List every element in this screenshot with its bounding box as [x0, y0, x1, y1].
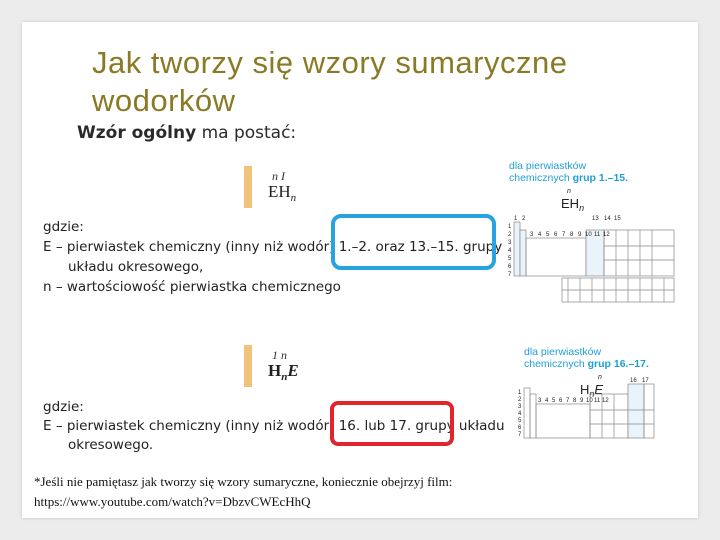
annotation-1-line2-bold: grup 1.–15. — [572, 172, 629, 184]
formula-bar — [244, 166, 252, 208]
annotation-2-line2-bold: grup 16.–17. — [587, 358, 649, 370]
t1-top-1: 1 — [514, 216, 518, 222]
t2-mid-12: 12 — [602, 398, 609, 404]
block2-gdzie: gdzie: — [43, 399, 84, 415]
t1-row-2: 2 — [508, 232, 512, 238]
t1-mid-12: 12 — [603, 232, 610, 238]
t1-top-14: 14 — [604, 216, 611, 222]
formula-bar-2 — [244, 345, 252, 387]
t2-top-17: 17 — [642, 378, 649, 384]
formula-eh-n — [244, 166, 304, 208]
block1-gdzie: gdzie: — [43, 219, 84, 235]
t1-row-4: 4 — [508, 248, 512, 254]
periodic-table-2 — [518, 374, 678, 442]
t2-mid-4: 4 — [545, 398, 549, 404]
t1-row-1: 1 — [508, 224, 512, 230]
general-formula-heading — [77, 123, 296, 143]
t2-row-7: 7 — [518, 432, 522, 438]
t2-row-6: 6 — [518, 425, 522, 431]
periodic-table-1 — [508, 212, 680, 304]
annotation-2-line2-prefix: chemicznych — [524, 358, 588, 370]
t1-row-5: 5 — [508, 256, 512, 262]
annotation-2-line1: dla pierwiastków — [524, 346, 602, 358]
formula-text — [268, 182, 296, 204]
annotation-1-formula-sub: n — [579, 203, 585, 213]
t2-top-16: 16 — [630, 378, 637, 384]
t1-row-3: 3 — [508, 240, 512, 246]
red-highlight-box — [330, 401, 454, 446]
block1-line1: E – pierwiastek chemiczny (inny niż wodór) 1.–2. oraz 13.–15. grupy — [43, 239, 503, 255]
t2-mid-8: 8 — [573, 398, 577, 404]
blue-highlight-box — [331, 214, 496, 270]
block2-line2: okresowego. — [68, 437, 154, 453]
formula-valence: n I — [272, 169, 285, 183]
slide-title — [92, 44, 672, 120]
annotation-1-line2-prefix: chemicznych — [509, 172, 573, 184]
block1-line3: n – wartościowość pierwiastka chemicznego — [43, 279, 341, 295]
annotation-1-formula-n: n — [567, 188, 571, 195]
t1-mid-9: 9 — [578, 232, 582, 238]
t2-mid-9: 9 — [580, 398, 584, 404]
formula-2-base: E — [287, 361, 299, 380]
t1-top-2: 2 — [522, 216, 526, 222]
t2-row-5: 5 — [518, 418, 522, 424]
heading-rest: ma postać: — [196, 123, 297, 143]
footnote-text: *Jeśli nie pamiętasz jak tworzy się wzory sumaryczne, koniecznie obejrzyj film: — [34, 474, 453, 489]
t1-mid-11: 11 — [594, 232, 601, 238]
t2-mid-6: 6 — [559, 398, 563, 404]
footnote-link[interactable]: https://www.youtube.com/watch?v=DbzvCWEcHhQ — [34, 494, 311, 509]
t1-mid-4: 4 — [538, 232, 542, 238]
formula-base: EH — [268, 182, 291, 201]
t2-mid-5: 5 — [552, 398, 556, 404]
t2-mid-10: 10 — [586, 398, 593, 404]
t2-row-2: 2 — [518, 397, 522, 403]
t1-row-6: 6 — [508, 264, 512, 270]
formula-subscript: n — [290, 192, 297, 204]
formula-2-prefix: H — [268, 361, 282, 380]
annotation-1 — [509, 160, 628, 184]
t2-row-4: 4 — [518, 411, 522, 417]
annotation-2-formula-n: n — [598, 374, 602, 381]
t1-mid-5: 5 — [546, 232, 550, 238]
annotation-1-formula — [561, 188, 585, 213]
t2-row-1: 1 — [518, 390, 522, 396]
t2-mid-7: 7 — [566, 398, 570, 404]
annotation-1-formula-base: EH — [561, 196, 580, 211]
block2-line1: E – pierwiastek chemiczny (inny niż wodór) 16. lub 17. grupy układu — [43, 418, 505, 434]
annotation-2 — [524, 346, 649, 370]
t1-mid-10: 10 — [585, 232, 592, 238]
t1-row-7: 7 — [508, 272, 512, 278]
title-line-2: wodorków — [92, 83, 236, 118]
annotation-2-formula-base: E — [594, 382, 604, 397]
formula-2-valence: 1 n — [272, 348, 287, 362]
block1-line2: układu okresowego, — [68, 259, 204, 275]
annotation-2-formula-sub: n — [589, 389, 595, 399]
t1-top-13: 13 — [592, 216, 599, 222]
heading-bold: Wzór ogólny — [77, 123, 197, 143]
t2-row-3: 3 — [518, 404, 522, 410]
t2-mid-11: 11 — [594, 398, 601, 404]
t1-mid-3: 3 — [530, 232, 534, 238]
footnote — [34, 472, 594, 512]
formula-2-subscript: n — [281, 371, 288, 383]
annotation-2-formula-prefix: H — [580, 382, 590, 397]
title-line-1: Jak tworzy się wzory sumaryczne — [92, 45, 568, 80]
t1-mid-6: 6 — [554, 232, 558, 238]
formula-hn-e — [244, 345, 304, 387]
annotation-1-line1: dla pierwiastków — [509, 160, 587, 172]
t2-mid-3: 3 — [538, 398, 542, 404]
t1-top-15: 15 — [614, 216, 621, 222]
t1-mid-8: 8 — [570, 232, 574, 238]
formula-2-text — [268, 361, 299, 383]
t1-mid-7: 7 — [562, 232, 566, 238]
